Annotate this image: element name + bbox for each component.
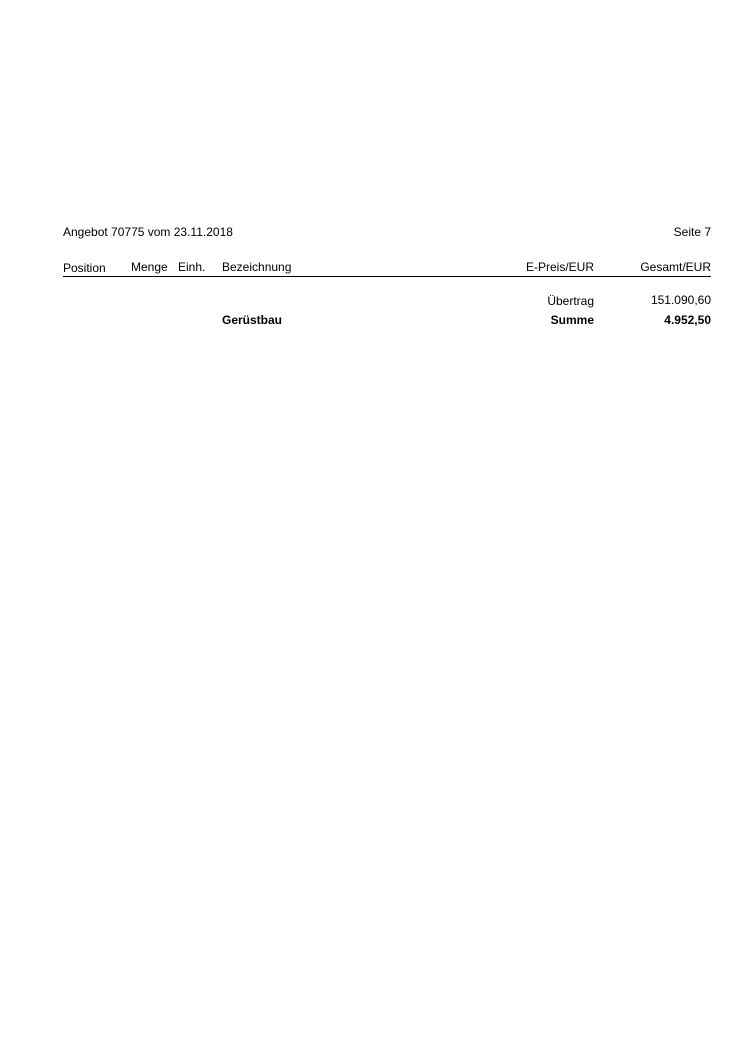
column-header-einheit: Einh. [178, 260, 206, 274]
column-header-epreis: E-Preis/EUR [525, 260, 594, 274]
carryover-label: Übertrag [547, 294, 594, 308]
column-header-menge: Menge [131, 260, 168, 274]
page-number: Seite 7 [673, 225, 711, 239]
sum-label: Summe [550, 313, 594, 327]
sum-value: 4.952,50 [664, 313, 711, 327]
section-title: Gerüstbau [222, 313, 283, 327]
column-header-gesamt: Gesamt/EUR [640, 260, 711, 274]
column-header-position: Position [63, 261, 106, 275]
header-divider [63, 276, 711, 277]
column-header-bezeichnung: Bezeichnung [222, 260, 292, 274]
offer-reference: Angebot 70775 vom 23.11.2018 [63, 225, 233, 239]
carryover-value: 151.090,60 [650, 293, 711, 307]
